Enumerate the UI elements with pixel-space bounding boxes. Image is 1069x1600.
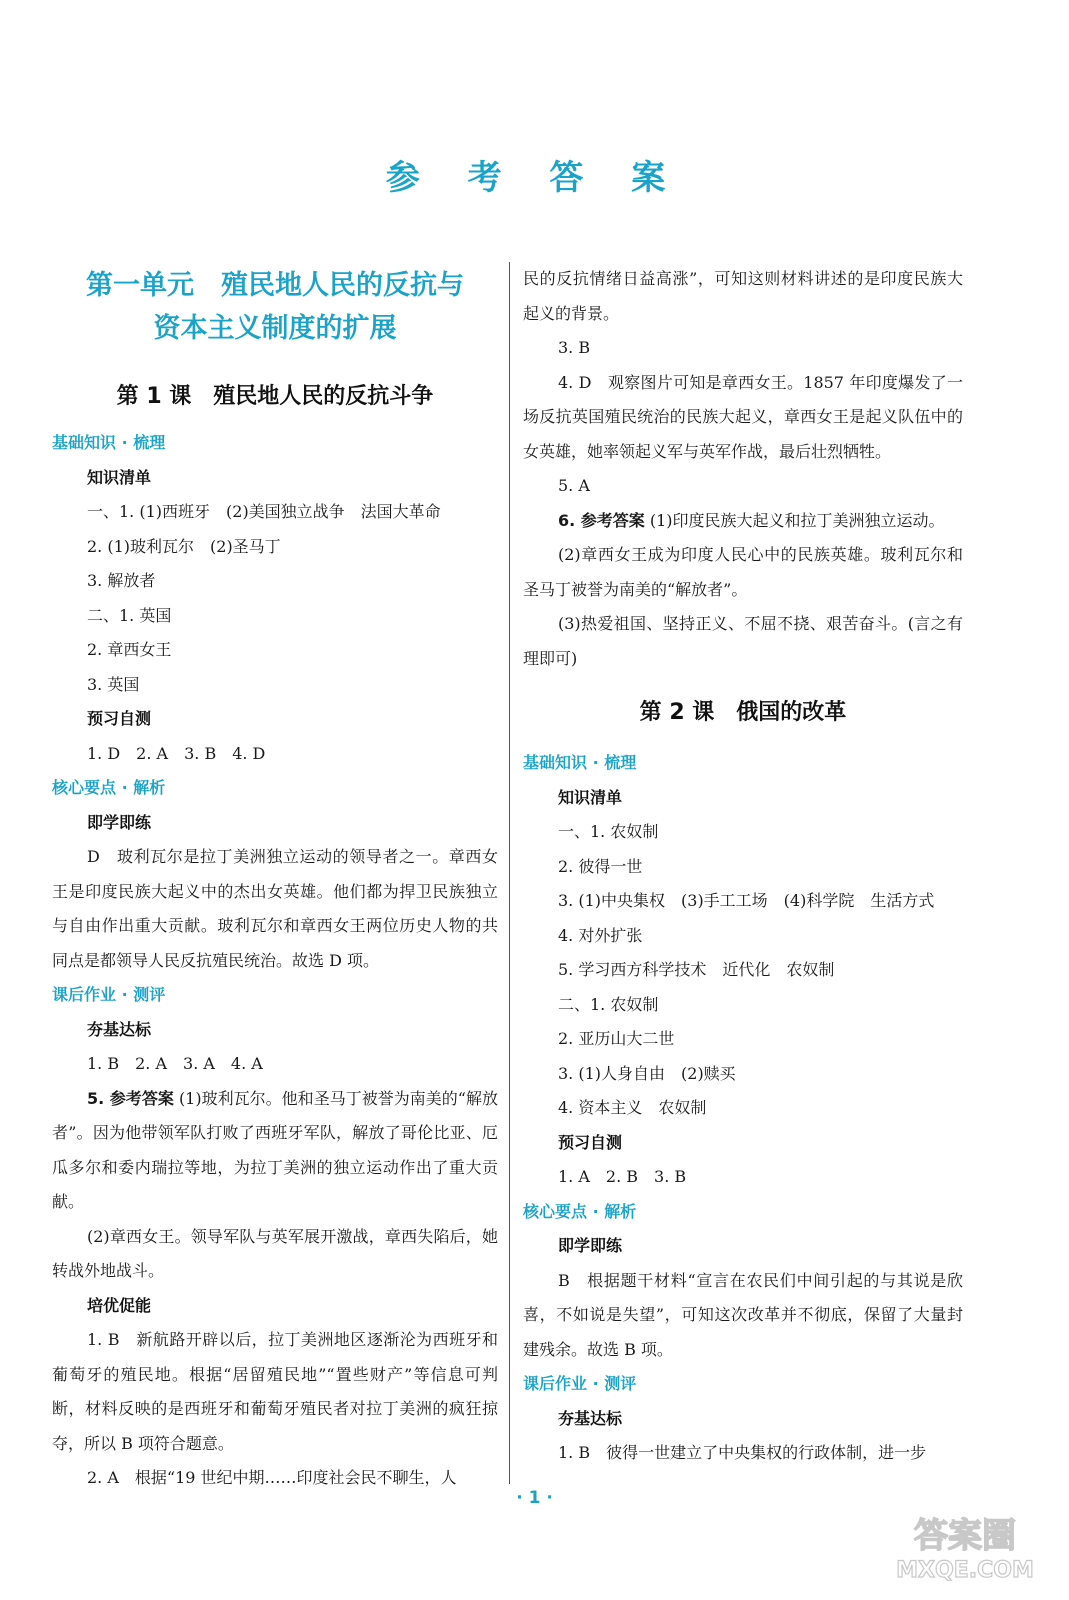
subhead-preview-test: 预习自测 (558, 1132, 623, 1152)
answer-line: 3. B (558, 338, 591, 357)
answer-line: 2. (1)玻利瓦尔 (2)圣马丁 (87, 536, 281, 556)
answer-paragraph: (2)章西女王成为印度人民心中的民族英雄。玻利瓦尔和圣马丁被誉为南美的“解放者”。 (523, 545, 963, 599)
section-basic-knowledge: 基础知识 · 梳理 (52, 433, 166, 452)
subhead-knowledge-list: 知识清单 (87, 467, 152, 487)
answer-line: 2. 章西女王 (87, 640, 172, 659)
answer-text: (1)玻利瓦尔。他和圣马丁被誉为南美的“解放者”。因为他带领军队打败了西班牙军队，解放了哥伦比亚、厄瓜多尔和委内瑞拉等地，为拉丁美洲的独立运动作出了重大贡献。 (52, 1088, 498, 1211)
answer-paragraph: 1. B 新航路开辟以后，拉丁美洲地区逐渐沦为西班牙和葡萄牙的殖民地。根据“居留殖民地”“置些财产”等信息可判断，材料反映的是西班牙和葡萄牙殖民者对拉丁美洲的疯狂掠夺，所以 B 项符合题意。 (52, 1330, 498, 1453)
answer-text: (1)印度民族大起义和拉丁美洲独立运动。 (644, 510, 945, 530)
answer-paragraph: (2)章西女王。领导军队与英军展开激战，章西失陷后，她转战外地战斗。 (52, 1226, 498, 1280)
answer-paragraph: 民的反抗情绪日益高涨”，可知这则材料讲述的是印度民族大起义的背景。 (523, 269, 963, 323)
answer-paragraph: D 玻利瓦尔是拉丁美洲独立运动的领导者之一。章西女王是印度民族大起义中的杰出女英雄。他们都为捍卫民族独立与自由作出重大贡献。玻利瓦尔和章西女王两位历史人物的共同点是都领导人民反抗殖民统治。故选 D 项。 (52, 847, 498, 970)
lesson-1-title: 第 1 课 殖民地人民的反抗斗争 (116, 384, 434, 409)
answer-line: 1. A 2. B 3. B (558, 1167, 687, 1186)
section-homework: 课后作业 · 测评 (52, 985, 166, 1004)
unit-title-line-1: 第一单元 殖民地人民的反抗与 (86, 270, 464, 301)
answer-paragraph (52, 1082, 498, 1220)
unit-title-line-2: 资本主义制度的扩展 (153, 313, 397, 344)
answer-paragraph: B 根据题干材料“宣言在农民们中间引起的与其说是欣喜，不如说是失望”，可知这次改革并不彻底，保留了大量封建残余。故选 B 项。 (523, 1270, 963, 1359)
subhead-advanced: 培优促能 (87, 1295, 152, 1315)
answer-line: 二、1. 农奴制 (558, 994, 659, 1014)
answer-line: 5. 学习西方科学技术 近代化 农奴制 (558, 960, 835, 979)
subhead-practice: 即学即练 (87, 812, 152, 832)
reference-answer-label: 5. 参考答案 (87, 1088, 174, 1108)
column-divider (509, 262, 510, 1484)
answer-line: 一、1. (1)西班牙 (2)美国独立战争 法国大革命 (87, 502, 441, 521)
answer-paragraph: 3. (1)中央集权 (3)手工工场 (4)科学院 生活方式 (558, 891, 935, 910)
answer-line: 1. D 2. A 3. B 4. D (87, 743, 266, 763)
page-title: 参 考 答 案 (385, 158, 684, 198)
section-homework: 课后作业 · 测评 (523, 1374, 637, 1393)
subhead-preview-test: 预习自测 (87, 709, 152, 728)
section-key-points: 核心要点 · 解析 (52, 778, 166, 797)
lesson-2-title: 第 2 课 俄国的改革 (639, 700, 847, 725)
svg-text:答案圈: 答案圈 (914, 1516, 1016, 1556)
section-key-points: 核心要点 · 解析 (523, 1201, 637, 1221)
answer-paragraph: 1. B 彼得一世建立了中央集权的行政体制，进一步 (558, 1443, 927, 1462)
watermark-logo (880, 1505, 1050, 1585)
answer-line: 4. 资本主义 农奴制 (558, 1098, 707, 1117)
answer-paragraph (523, 504, 963, 539)
unit-title (52, 264, 498, 350)
answer-paragraph: 2. A 根据“19 世纪中期……印度社会民不聊生，人 (87, 1468, 457, 1487)
answer-line: 一、1. 农奴制 (558, 822, 659, 841)
answer-line: 4. 对外扩张 (558, 925, 643, 945)
answer-line: 2. 亚历山大二世 (558, 1029, 675, 1048)
answer-paragraph: 4. D 观察图片可知是章西女王。1857 年印度爆发了一场反抗英国殖民统治的民族大起义，章西女王是起义队伍中的女英雄，她率领起义军与英军作战，最后壮烈牺牲。 (523, 372, 963, 461)
right-column (523, 262, 963, 1471)
answer-line: 1. B 2. A 3. A 4. A (87, 1054, 263, 1073)
page-number: · 1 · (516, 1488, 553, 1508)
svg-text:MXQE.COM: MXQE.COM (896, 1558, 1034, 1583)
answer-line: 3. 解放者 (87, 571, 156, 590)
answer-line: 2. 彼得一世 (558, 856, 643, 876)
answer-line: 3. 英国 (87, 674, 140, 694)
section-basic-knowledge: 基础知识 · 梳理 (523, 753, 637, 772)
answer-paragraph: (3)热爱祖国、坚持正义、不屈不挠、艰苦奋斗。(言之有理即可) (523, 614, 963, 668)
subhead-basic-goals: 夯基达标 (558, 1408, 623, 1428)
subhead-knowledge-list: 知识清单 (558, 787, 623, 807)
reference-answer-label: 6. 参考答案 (558, 510, 645, 530)
answer-line: 5. A (558, 476, 590, 495)
answer-line: 二、1. 英国 (87, 605, 172, 625)
answer-line: 3. (1)人身自由 (2)赎买 (558, 1063, 736, 1083)
subhead-basic-goals: 夯基达标 (87, 1019, 152, 1039)
subhead-practice: 即学即练 (558, 1236, 623, 1255)
left-column (52, 262, 498, 1496)
